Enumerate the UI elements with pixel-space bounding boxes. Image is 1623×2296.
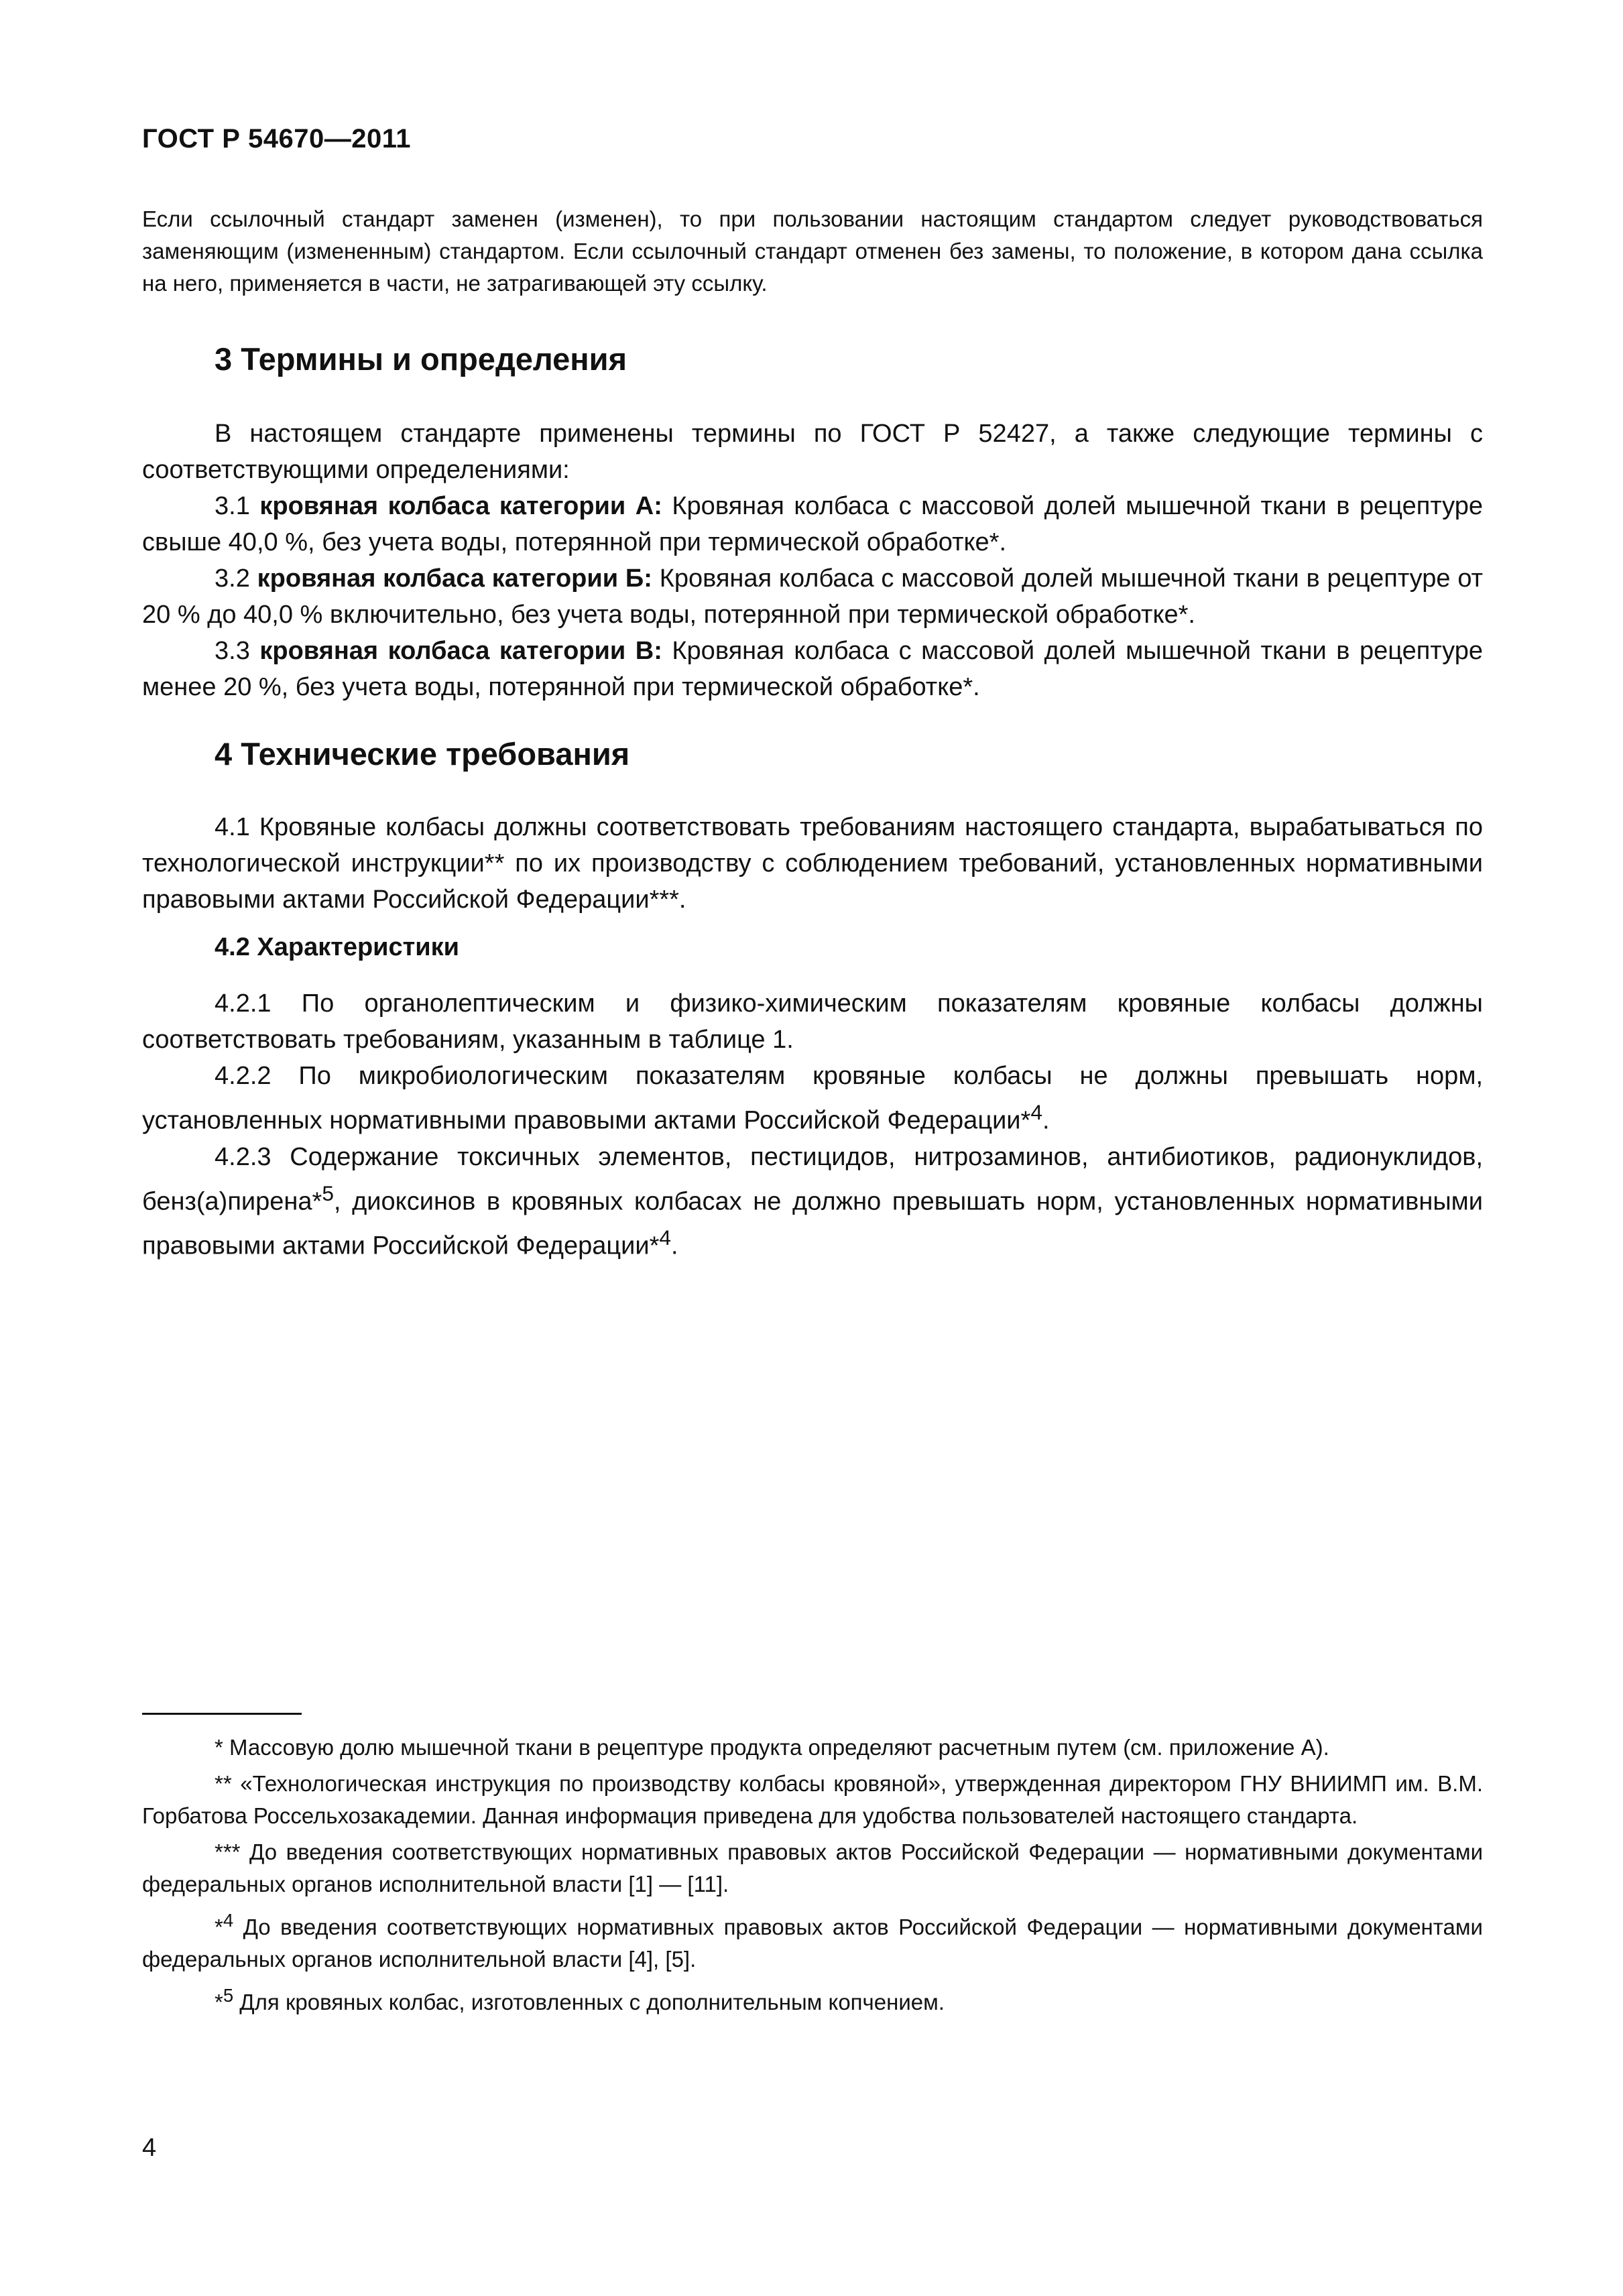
section-3-body bbox=[142, 416, 1483, 705]
term-number: 3.2 bbox=[215, 564, 257, 593]
term-3-3 bbox=[142, 633, 1483, 705]
page-number: 4 bbox=[142, 2134, 157, 2162]
term-3-1 bbox=[142, 488, 1483, 560]
footnote-ref: 4 bbox=[659, 1225, 671, 1250]
section-3-heading: 3 Термины и определения bbox=[215, 341, 627, 377]
footnote-ref: 5 bbox=[322, 1181, 334, 1205]
footnotes bbox=[142, 1732, 1483, 2022]
subsection-4-2-heading: 4.2 Характеристики bbox=[215, 933, 460, 961]
section-4-heading: 4 Технические требования bbox=[215, 736, 630, 772]
footnote-ref: 4 bbox=[1030, 1100, 1042, 1124]
paragraph-4-1: 4.1 Кровяные колбасы должны соответствовать требованиям настоящего стандарта, вырабатываться по технологической инструкции** по их производству с соблюдением требований, установленных нормативными правовыми актами Российской Федерации***. bbox=[142, 813, 1483, 914]
intro-text: Если ссылочный стандарт заменен (изменен), то при пользовании настоящим стандартом следует руководствоваться заменяющим (измененным) стандартом. Если ссылочный стандарт отменен без замены, то положение, в котором дана ссылка на него, применяется в части, не затрагивающей эту ссылку. bbox=[142, 206, 1483, 296]
term-number: 3.3 bbox=[215, 637, 260, 665]
paragraph-4-2-1: 4.2.1 По органолептическим и физико-химическим показателям кровяные колбасы должны соответствовать требованиям, указанным в таблице 1. bbox=[142, 989, 1483, 1054]
term-definition: Кровяная колбаса с массовой долей мышечной ткани в рецептуре менее 20 %, без учета воды, потерянной при термической обработке*. bbox=[142, 637, 1483, 701]
term-definition: Кровяная колбаса с массовой долей мышечной ткани в рецептуре от 20 % до 40,0 % включительно, без учета воды, потерянной при термической обработке*. bbox=[142, 564, 1484, 629]
footnote-4: *$^4$ До введения соответствующих нормативных правовых актов Российской Федерации — нормативными документами федеральных органов исполнительной власти [4], [5]. bbox=[142, 1910, 1483, 1972]
footnote-3: *** До введения соответствующих нормативных правовых актов Российской Федерации — нормативными документами федеральных органов исполнительной власти [1] — [11]. bbox=[142, 1839, 1483, 1896]
term-3-2 bbox=[142, 560, 1483, 633]
section-4-body bbox=[142, 809, 1483, 918]
footnote-2: ** «Технологическая инструкция по производству колбасы кровяной», утвержденная директором ГНУ ВНИИМП им. В.М. Горбатова Россельхозакадемии. Данная информация приведена для удобства пользователей настоящего стандарта. bbox=[142, 1771, 1483, 1828]
intro-paragraph bbox=[142, 203, 1483, 300]
footnote-5: *$^5$ Для кровяных колбас, изготовленных с дополнительным копчением. bbox=[215, 1985, 945, 2014]
section-3-lead: В настоящем стандарте применены термины по ГОСТ Р 52427, а также следующие термины с соответствующими определениями: bbox=[142, 420, 1483, 484]
paragraph-4-2-2: 4.2.2 По микробиологическим показателям кровяные колбасы не должны превышать норм, установленных нормативными правовыми актами Российской Федерации*$^4$. bbox=[142, 1062, 1483, 1135]
term-name: кровяная колбаса категории Б: bbox=[257, 564, 652, 593]
term-number: 3.1 bbox=[215, 492, 260, 520]
subsection-4-2-body bbox=[142, 985, 1483, 1264]
term-name: кровяная колбаса категории А: bbox=[259, 492, 662, 520]
footnote-divider bbox=[142, 1713, 302, 1715]
term-definition: Кровяная колбаса с массовой долей мышечной ткани в рецептуре свыше 40,0 %, без учета воды, потерянной при термической обработке*. bbox=[142, 492, 1483, 556]
document-header: ГОСТ Р 54670—2011 bbox=[142, 124, 411, 154]
term-name: кровяная колбаса категории В: bbox=[259, 637, 662, 665]
footnote-1: * Массовую долю мышечной ткани в рецептуре продукта определяют расчетным путем (см. приложение А). bbox=[215, 1735, 1329, 1760]
paragraph-4-2-3: 4.2.3 Содержание токсичных элементов, пестицидов, нитрозаминов, антибиотиков, радионуклидов, бенз(а)пирена*$^5$, диоксинов в кровяных колбасах не должно превышать норм, установленных нормативными правовыми актами Российской Федерации*$^4$. bbox=[142, 1142, 1483, 1260]
